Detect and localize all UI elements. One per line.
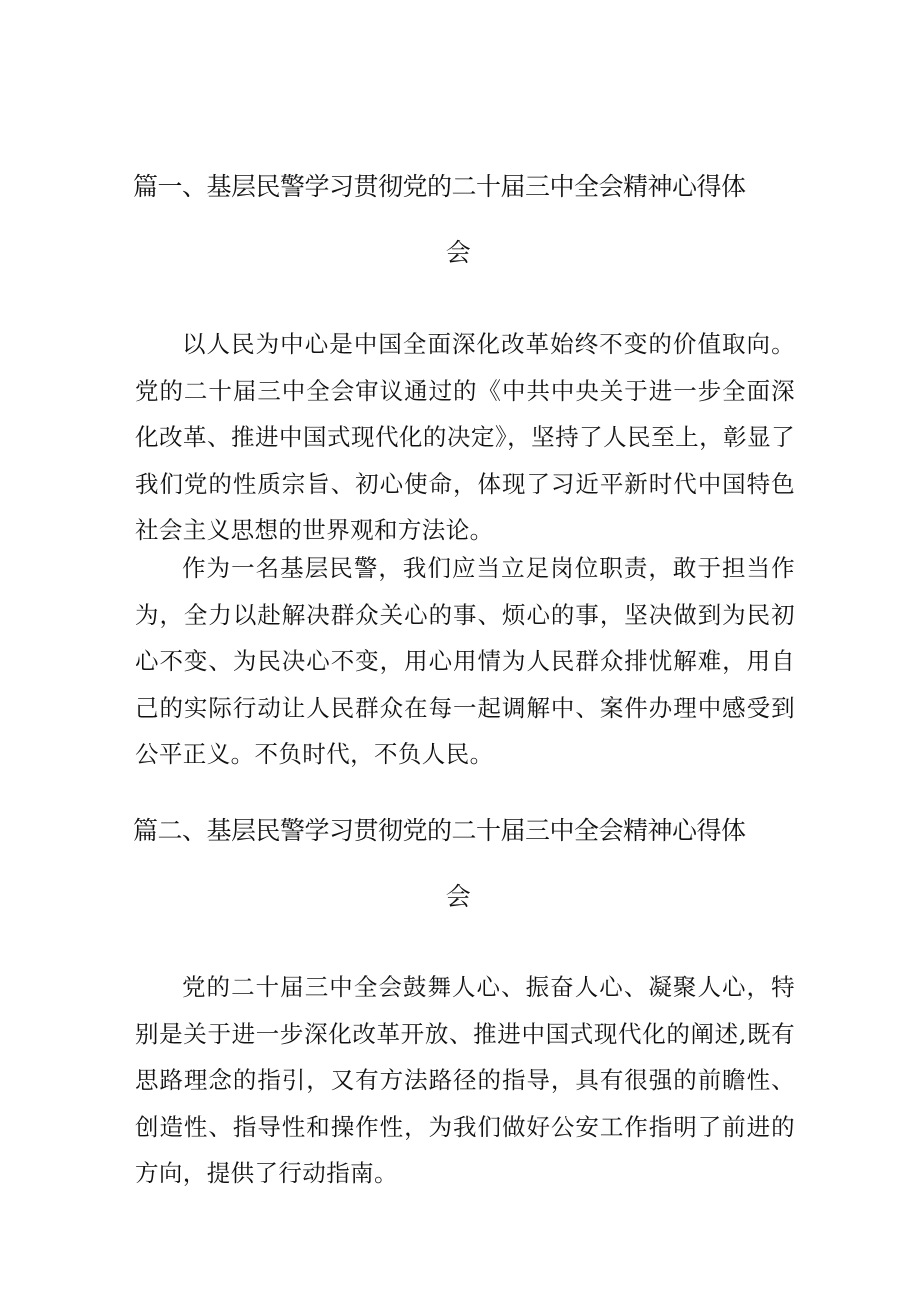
section-1-title-line1: 篇一、基层民警学习贯彻党的二十届三中全会精神心得体 — [133, 172, 746, 201]
section-1-paragraph-2: 作为一名基层民警，我们应当立足岗位职责，敢于担当作为，全力以赴解决群众关心的事、烦心的事，坚决做到为民初心不变、为民决心不变，用心用情为人民群众排忧解难，用自己的实际行动让人民群众在每一起调解中、案件办理中感受到公平正义。不负时代，不负人民。 — [135, 554, 795, 768]
section-2-title-line1: 篇二、基层民警学习贯彻党的二十届三中全会精神心得体 — [133, 816, 746, 845]
section-2-paragraph-1: 党的二十届三中全会鼓舞人心、振奋人心、凝聚人心，特别是关于进一步深化改革开放、推进中国式现代化的阐述,既有思路理念的指引，又有方法路径的指导，具有很强的前瞻性、创造性、指导性和操作性，为我们做好公安工作指明了前进的方向，提供了行动指南。 — [135, 973, 795, 1187]
section-1-title-line2: 会 — [445, 238, 471, 267]
section-1-paragraph-1: 以人民为中心是中国全面深化改革始终不变的价值取向。党的二十届三中全会审议通过的《中共中央关于进一步全面深化改革、推进中国式现代化的决定》，坚持了人民至上，彰显了我们党的性质宗旨、初心使命，体现了习近平新时代中国特色社会主义思想的世界观和方法论。 — [135, 330, 795, 544]
section-1-title — [133, 154, 783, 286]
section-2-title-line2: 会 — [445, 882, 471, 911]
section-2-title — [133, 798, 783, 930]
